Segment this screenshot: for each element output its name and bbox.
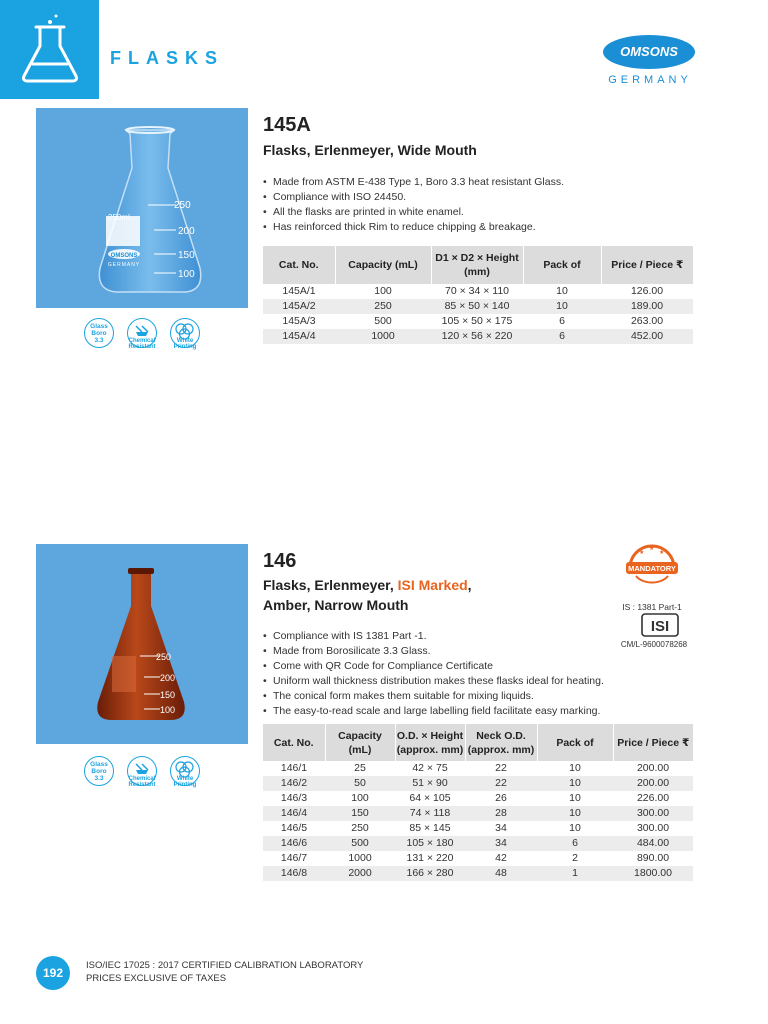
- table-cell: 6: [537, 836, 613, 851]
- column-header: D1 × D2 × Height (mm): [431, 246, 523, 284]
- product-code-145a: 145A: [263, 114, 311, 136]
- graduation-label: 200: [160, 673, 176, 683]
- table-cell: 300.00: [613, 821, 693, 836]
- table-row: [263, 299, 693, 314]
- table-cell: 26: [465, 791, 537, 806]
- table-cell: 1000: [325, 851, 395, 866]
- table-cell: 120 × 56 × 220: [431, 329, 523, 344]
- table-row: [263, 866, 693, 881]
- table-row: [263, 284, 693, 299]
- table-cell: 2000: [325, 866, 395, 881]
- badge-text: White: [176, 338, 194, 344]
- table-row: [263, 776, 693, 791]
- table-cell: 1800.00: [613, 866, 693, 881]
- isi-logo-text: ISI: [650, 618, 670, 635]
- flask-icon: [0, 0, 99, 99]
- feature-item: • The conical form makes them suitable for mixing liquids.: [263, 689, 604, 704]
- image-brand-sub-label: GERMANY: [107, 262, 141, 268]
- product-name-part: ,: [467, 577, 472, 593]
- table-cell: 22: [465, 761, 537, 776]
- table-cell: 10: [523, 299, 601, 314]
- section-title: FLASKS: [110, 48, 224, 68]
- table-cell: 51 × 90: [395, 776, 465, 791]
- table-cell: 146/4: [263, 806, 325, 821]
- section-icon-box: [0, 0, 99, 99]
- column-header: Neck O.D. (approx. mm): [465, 724, 537, 761]
- table-cell: 1: [537, 866, 613, 881]
- badge-text: Boro: [91, 768, 107, 775]
- spec-table-146: [263, 724, 693, 881]
- table-cell: 500: [335, 314, 431, 329]
- table-cell: 42: [465, 851, 537, 866]
- table-cell: 146/3: [263, 791, 325, 806]
- table-cell: 145A/2: [263, 299, 335, 314]
- table-cell: 146/8: [263, 866, 325, 881]
- table-cell: 146/7: [263, 851, 325, 866]
- badge-text: Printing: [173, 782, 197, 788]
- feature-item: • All the flasks are printed in white enamel.: [263, 205, 564, 220]
- isi-mark-icon: [640, 612, 680, 638]
- table-cell: 85 × 50 × 140: [431, 299, 523, 314]
- table-cell: 10: [537, 761, 613, 776]
- table-row: [263, 821, 693, 836]
- table-cell: 105 × 180: [395, 836, 465, 851]
- badge-text: Boro: [91, 330, 107, 337]
- image-volume-label: 250mL: [108, 213, 133, 222]
- column-header: Capacity (mL): [325, 724, 395, 761]
- table-cell: 10: [537, 821, 613, 836]
- graduation-label: 150: [160, 690, 176, 700]
- table-cell: 250: [325, 821, 395, 836]
- product-code-146: 146: [263, 550, 297, 572]
- feature-item: • Uniform wall thickness distribution makes these flasks ideal for heating.: [263, 674, 604, 689]
- column-header: Price / Piece ₹: [613, 724, 693, 761]
- graduation-label: 150: [178, 250, 195, 261]
- feature-item: • Come with QR Code for Compliance Certificate: [263, 659, 604, 674]
- feature-list-146: [263, 629, 604, 719]
- table-cell: 28: [465, 806, 537, 821]
- feature-list-145a: [263, 175, 564, 235]
- badge-text: White: [176, 776, 194, 782]
- svg-text:★: ★: [659, 549, 665, 556]
- product-name-part: Flasks, Erlenmeyer,: [263, 577, 398, 593]
- table-row: [263, 314, 693, 329]
- feature-item: • The easy-to-read scale and large labelling field facilitate easy marking.: [263, 704, 604, 719]
- table-cell: 146/1: [263, 761, 325, 776]
- svg-text:★: ★: [639, 549, 645, 556]
- table-row: [263, 791, 693, 806]
- feature-item: • Made from ASTM E-438 Type 1, Boro 3.3 heat resistant Glass.: [263, 175, 564, 190]
- badge-text: 3.3: [94, 337, 104, 344]
- feature-item: • Compliance with ISO 24450.: [263, 190, 564, 205]
- table-cell: 10: [537, 791, 613, 806]
- mandatory-label: MANDATORY: [628, 564, 676, 573]
- table-cell: 48: [465, 866, 537, 881]
- feature-item: • Has reinforced thick Rim to reduce chipping & breakage.: [263, 220, 564, 235]
- table-cell: 150: [325, 806, 395, 821]
- table-cell: 34: [465, 821, 537, 836]
- table-cell: 145A/3: [263, 314, 335, 329]
- table-cell: 145A/4: [263, 329, 335, 344]
- graduation-label: 100: [160, 705, 176, 715]
- table-cell: 131 × 220: [395, 851, 465, 866]
- product-name-line2: Amber, Narrow Mouth: [263, 597, 409, 613]
- footer-tax-note: PRICES EXCLUSIVE OF TAXES: [86, 973, 227, 984]
- image-brand-label: OMSONS: [110, 253, 138, 259]
- table-cell: 10: [537, 776, 613, 791]
- table-row: [263, 329, 693, 344]
- graduation-label: 200: [178, 226, 195, 237]
- table-cell: 2: [537, 851, 613, 866]
- table-row: [263, 806, 693, 821]
- column-header: O.D. × Height (approx. mm): [395, 724, 465, 761]
- table-cell: 146/5: [263, 821, 325, 836]
- table-cell: 105 × 50 × 175: [431, 314, 523, 329]
- table-header-row: [263, 246, 693, 284]
- table-cell: 10: [523, 284, 601, 299]
- column-header: Cat. No.: [263, 246, 335, 284]
- column-header: Pack of: [537, 724, 613, 761]
- isi-marked-highlight: ISI Marked: [397, 577, 468, 593]
- table-cell: 200.00: [613, 761, 693, 776]
- page-number: 192: [36, 956, 70, 990]
- feature-badges-145a: [84, 318, 204, 352]
- product-image-145a: [36, 108, 248, 308]
- cml-number: CM/L-9600078268: [620, 640, 688, 649]
- feature-badges-146: [84, 756, 204, 790]
- table-cell: 64 × 105: [395, 791, 465, 806]
- table-cell: 200.00: [613, 776, 693, 791]
- product-name-146: [263, 575, 472, 615]
- table-cell: 226.00: [613, 791, 693, 806]
- badge-text: Chemical: [128, 776, 156, 782]
- table-cell: 146/6: [263, 836, 325, 851]
- badge-text: Printing: [173, 344, 197, 350]
- column-header: Pack of: [523, 246, 601, 284]
- badge-text: Resistant: [128, 344, 156, 350]
- table-cell: 452.00: [601, 329, 693, 344]
- table-cell: 50: [325, 776, 395, 791]
- table-row: [263, 836, 693, 851]
- table-cell: 890.00: [613, 851, 693, 866]
- table-cell: 500: [325, 836, 395, 851]
- table-cell: 74 × 118: [395, 806, 465, 821]
- table-cell: 263.00: [601, 314, 693, 329]
- table-row: [263, 761, 693, 776]
- graduation-label: 250: [174, 200, 191, 211]
- table-cell: 70 × 34 × 110: [431, 284, 523, 299]
- table-cell: 6: [523, 314, 601, 329]
- table-cell: 126.00: [601, 284, 693, 299]
- table-cell: 189.00: [601, 299, 693, 314]
- badge-text: Resistant: [128, 782, 156, 788]
- table-row: [263, 851, 693, 866]
- brand-logo: [600, 32, 700, 92]
- table-cell: 100: [335, 284, 431, 299]
- svg-text:★: ★: [649, 545, 655, 552]
- table-cell: 42 × 75: [395, 761, 465, 776]
- column-header: Capacity (mL): [335, 246, 431, 284]
- table-cell: 22: [465, 776, 537, 791]
- table-cell: 85 × 145: [395, 821, 465, 836]
- table-cell: 34: [465, 836, 537, 851]
- brand-subtitle: GERMANY: [608, 74, 692, 86]
- graduation-label: 100: [178, 269, 195, 280]
- table-cell: 25: [325, 761, 395, 776]
- badge-text: Chemical: [128, 338, 156, 344]
- column-header: Cat. No.: [263, 724, 325, 761]
- feature-item: • Compliance with IS 1381 Part -1.: [263, 629, 604, 644]
- product-name-145a: Flasks, Erlenmeyer, Wide Mouth: [263, 142, 477, 158]
- table-cell: 145A/1: [263, 284, 335, 299]
- table-header-row: [263, 724, 693, 761]
- column-header: Price / Piece ₹: [601, 246, 693, 284]
- table-cell: 1000: [335, 329, 431, 344]
- footer-certification: ISO/IEC 17025 : 2017 CERTIFIED CALIBRATION LABORATORY: [86, 960, 364, 971]
- table-cell: 166 × 280: [395, 866, 465, 881]
- table-cell: 146/2: [263, 776, 325, 791]
- badge-text: Glass: [90, 761, 108, 768]
- feature-item: • Made from Borosilicate 3.3 Glass.: [263, 644, 604, 659]
- mandatory-badge: [622, 540, 682, 586]
- table-cell: 484.00: [613, 836, 693, 851]
- isi-standard-label: IS : 1381 Part-1: [622, 602, 682, 612]
- product-image-146: [36, 544, 248, 744]
- table-cell: 250: [335, 299, 431, 314]
- table-cell: 6: [523, 329, 601, 344]
- brand-name: OMSONS: [620, 44, 678, 59]
- spec-table-145a: [263, 246, 693, 344]
- table-cell: 100: [325, 791, 395, 806]
- table-cell: 10: [537, 806, 613, 821]
- badge-text: Glass: [90, 323, 108, 330]
- table-cell: 300.00: [613, 806, 693, 821]
- badge-text: 3.3: [94, 775, 104, 782]
- graduation-label: 250: [156, 652, 172, 662]
